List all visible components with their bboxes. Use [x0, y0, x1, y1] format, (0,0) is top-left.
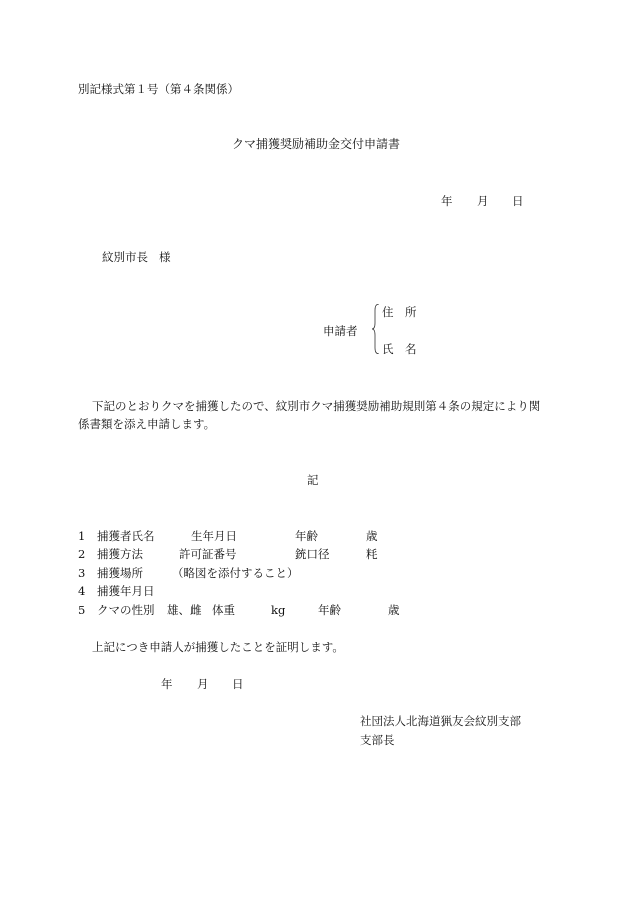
item-field: （略図を添付すること）	[172, 566, 299, 580]
body-line-2: 係書類を添え申請します。	[78, 417, 216, 431]
document-title: クマ捕獲奨励補助金交付申請書	[232, 137, 401, 151]
item-number: 4	[78, 584, 86, 598]
certifier-org: 社団法人北海道猟友会紋別支部	[360, 714, 521, 728]
applicant-label: 申請者	[323, 324, 358, 338]
item-number: 3	[78, 566, 86, 580]
item-label: 捕獲年月日	[97, 584, 155, 598]
item-unit: kg	[271, 603, 286, 617]
item-number: 5	[78, 603, 86, 617]
cert-date-year: 年	[161, 677, 173, 691]
item-unit: 粍	[366, 547, 378, 561]
item-field: 許可証番号	[179, 547, 237, 561]
name-label: 氏 名	[382, 342, 417, 356]
brace-icon	[372, 304, 378, 354]
item-field: 年齢	[295, 529, 318, 543]
item-unit: 歳	[366, 529, 378, 543]
item-label: 捕獲者氏名	[97, 529, 155, 543]
item-number: 1	[78, 529, 86, 543]
date-year: 年	[441, 194, 453, 208]
item-field: 銃口径	[295, 547, 330, 561]
item-unit: 歳	[388, 603, 400, 617]
item-number: 2	[78, 547, 86, 561]
certification-text: 上記につき申請人が捕獲したことを証明します。	[92, 640, 344, 654]
cert-date-day: 日	[232, 677, 244, 691]
addressee-honorific: 様	[159, 250, 171, 264]
item-field: 年齢	[318, 603, 341, 617]
item-label: 捕獲場所	[97, 566, 143, 580]
item-label: 捕獲方法	[97, 547, 143, 561]
address-label: 住 所	[382, 305, 417, 319]
item-field: 生年月日	[191, 529, 237, 543]
date-month: 月	[477, 194, 489, 208]
form-label: 別記様式第１号（第４条関係）	[78, 82, 239, 96]
certifier-title: 支部長	[360, 733, 395, 747]
date-day: 日	[512, 194, 524, 208]
item-label: クマの性別	[97, 603, 155, 617]
addressee-name: 紋別市長	[102, 250, 148, 264]
item-field: 体重	[212, 603, 235, 617]
item-field: 雄、雌	[167, 603, 202, 617]
body-line-1: 下記のとおりクマを捕獲したので、紋別市クマ捕獲奨励補助規則第４条の規定により関	[92, 399, 541, 413]
cert-date-month: 月	[197, 677, 209, 691]
ki-heading: 記	[307, 473, 319, 487]
